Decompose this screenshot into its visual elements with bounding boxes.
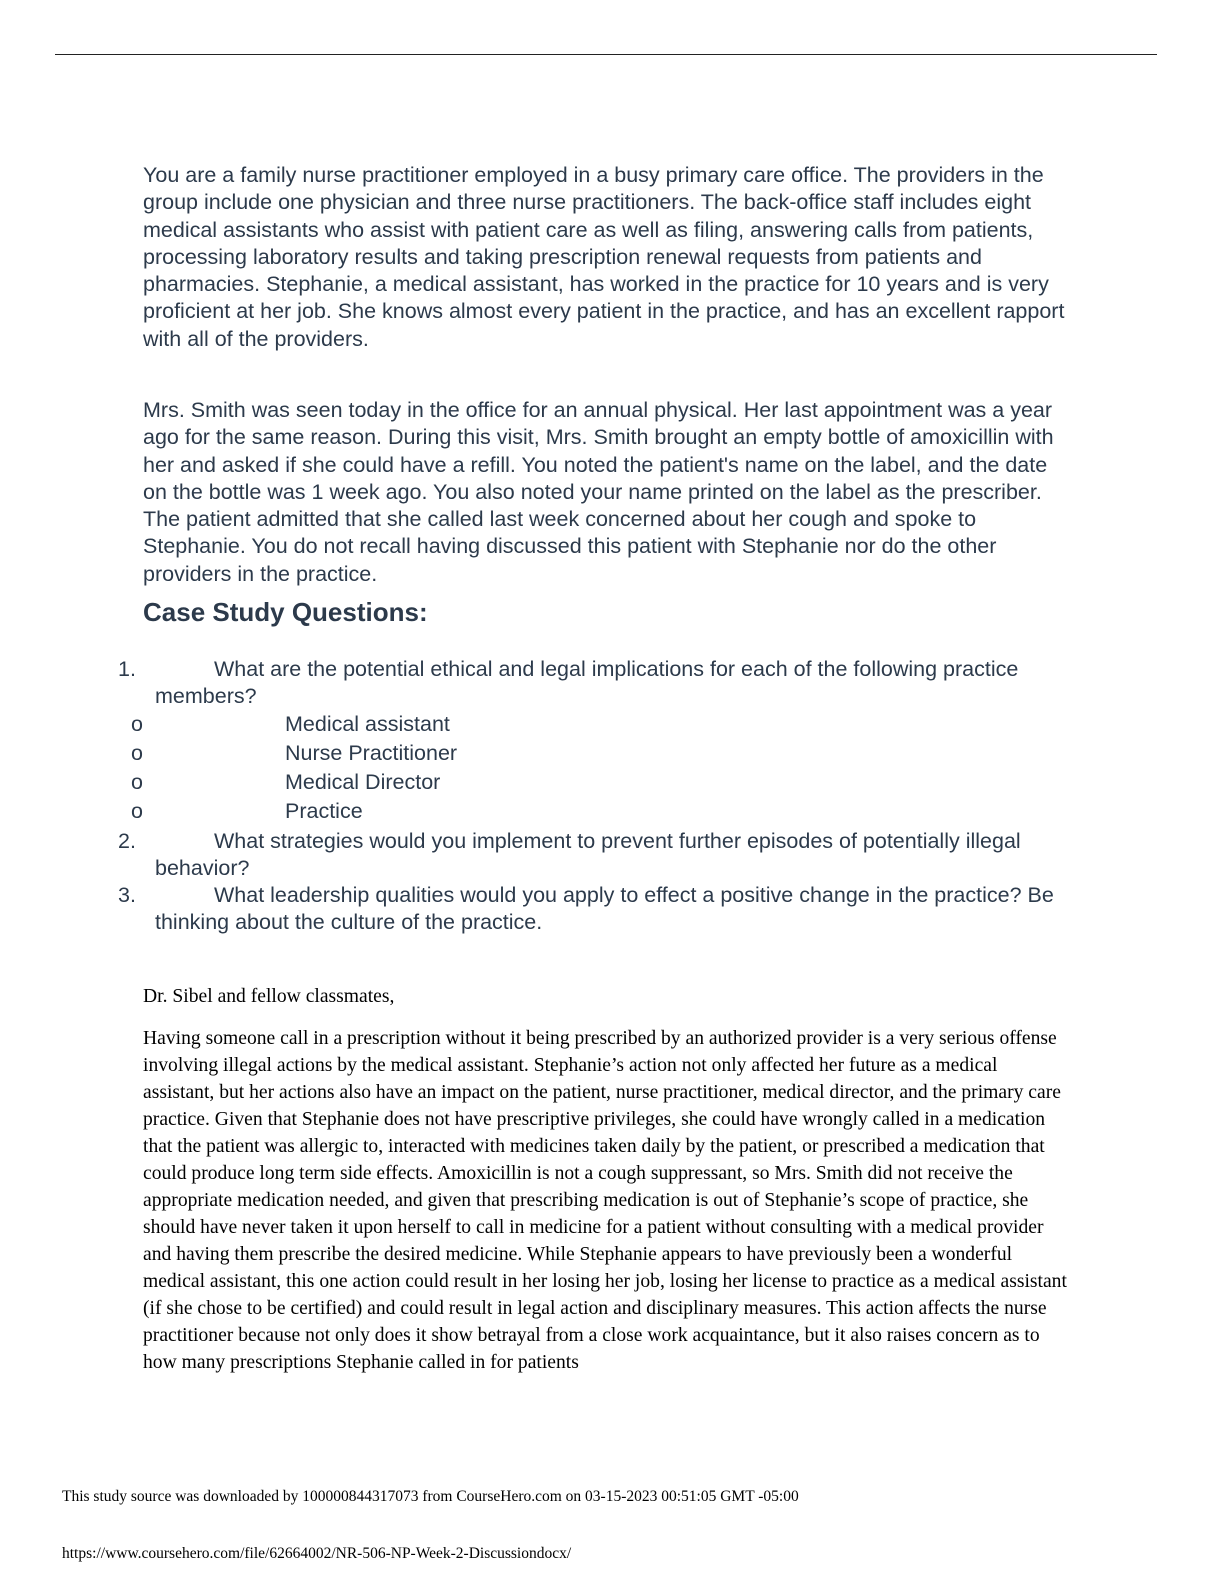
response-body: Having someone call in a prescription without it being prescribed by an authorized provider is a very serious offense involving illegal actions by the medical assistant. Stephanie’s action not only affected her future as a medical assistant, but her actions also have an impact on the patient, nurse practitioner, medical director, and the primary care practice. Given that Stephanie does not have prescriptive privileges, she could have wrongly called in a medication that the patient was allergic to, interacted with medicines taken daily by the patient, or prescribed a medication that could produce long term side effects. Amoxicillin is not a cough suppressant, so Mrs. Smith did not receive the appropriate medication needed, and given that prescribing medication is out of Stephanie’s scope of practice, she should have never taken it upon herself to call in medicine for a patient without consulting with a medical provider and having them prescribe the desired medicine. While Stephanie appears to have previously been a wonderful medical assistant, this one action could result in her losing her job, losing her license to practice as a medical assistant (if she chose to be certified) and could result in legal action and disciplinary measures. This action affects the nurse practitioner because not only does it show betrayal from a close work acquaintance, but it also raises concern as to how many prescriptions Stephanie called in for patients [143,1028,1067,1373]
question-number: 3. [118,883,136,907]
bullet-marker: o [131,770,143,794]
case-paragraph-1: You are a family nurse practitioner employed in a busy primary care office. The providers in the group include one physician and three nurse practitioners. The back-office staff includes eight medical assistants who assist with patient care as well as filing, answering calls from patients, processing laboratory results and taking prescription renewal requests from patients and pharmacies. Stephanie, a medical assistant, has worked in the practice for 10 years and is very proficient at her job. She knows almost every patient in the practice, and has an excellent rapport with all of the providers. [143,163,1065,351]
sub-item-text: Nurse Practitioner [285,741,458,765]
header-rule [55,54,1157,55]
bullet-marker: o [131,799,143,823]
bullet-marker: o [131,741,143,765]
questions-heading: Case Study Questions: [143,597,428,627]
question-text: What leadership qualities would you apply to effect a positive change in the practice? Be thinking about the culture of the practice. [155,883,1054,935]
source-url[interactable]: https://www.coursehero.com/file/62664002/NR-506-NP-Week-2-Discussiondocx/ [62,1545,572,1562]
case-paragraph-2: Mrs. Smith was seen today in the office for an annual physical. Her last appointment was a year ago for the same reason. During this visit, Mrs. Smith brought an empty bottle of amoxicillin with her and asked if she could have a refill. You noted the patient's name on the label, and the date on the bottle was 1 week ago. You also noted your name printed on the label as the prescriber. The patient admitted that she called last week concerned about her cough and spoke to Stephanie. You do not recall having discussed this patient with Stephanie nor do the other providers in the practice. [143,398,1054,586]
bullet-marker: o [131,712,143,736]
question-number: 2. [118,829,136,853]
question-number: 1. [118,657,136,681]
question-text: What strategies would you implement to prevent further episodes of potentially illegal behavior? [155,829,1021,881]
sub-item-text: Practice [285,799,363,823]
sub-item-text: Medical Director [285,770,441,794]
question-text: What are the potential ethical and legal implications for each of the following practice members? [155,657,1019,709]
response-greeting: Dr. Sibel and fellow classmates, [143,986,395,1007]
sub-item-text: Medical assistant [285,712,450,736]
download-source-note: This study source was downloaded by 100000844317073 from CourseHero.com on 03-15-2023 00:51:05 GMT -05:00 [62,1488,799,1505]
